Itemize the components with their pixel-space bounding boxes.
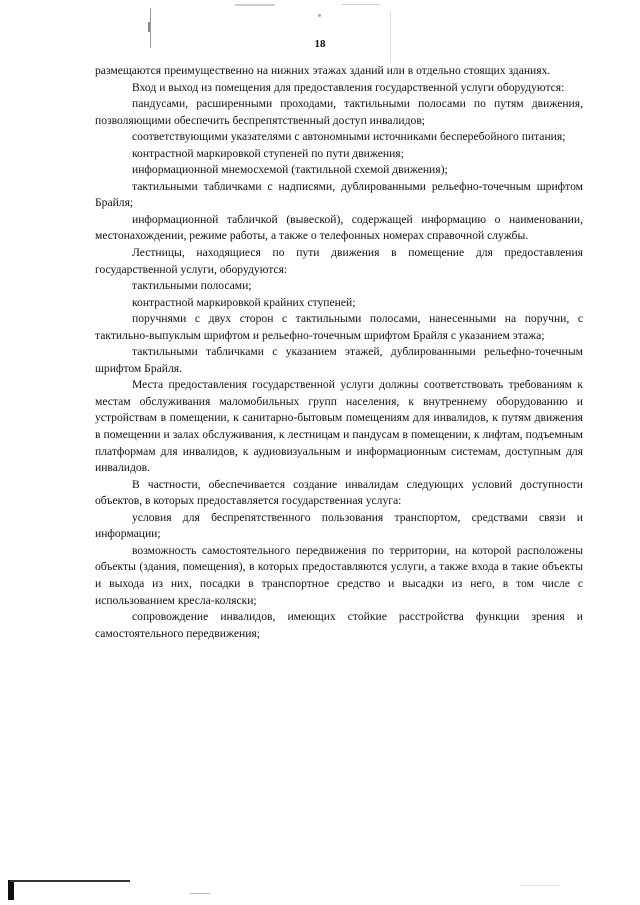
scan-artifact [318,14,321,17]
paragraph: тактильными табличками с надписями, дублированными рельефно-точечным шрифтом Брайля; [95,179,583,210]
scan-artifact [342,4,380,5]
paragraph: сопровождение инвалидов, имеющих стойкие расстройства функции зрения и самостоятельного передвижения; [95,610,583,640]
page-number: 18 [314,38,326,50]
paragraph: тактильными табличками с указанием этажей, дублированными рельефно-точечным шрифтом Брайля. [95,345,583,375]
scan-artifact [390,12,391,62]
paragraph: размещаются преимущественно на нижних этажах зданий или в отдельно стоящих зданиях. [95,64,551,77]
paragraph: поручнями с двух сторон с тактильными полосами, нанесенными на поручни, с тактильно-выпуклым шрифтом и рельефно-точечным шрифтом Брайля с указанием этажа; [95,312,583,342]
paragraph: соответствующими указателями с автономными источниками бесперебойного питания; [132,130,566,144]
paragraph: тактильными полосами; [132,279,252,293]
paragraph: В частности, обеспечивается создание инвалидам следующих условий доступности объектов, в которых предоставляется государственная услуга: [95,477,583,508]
paragraph: информационной табличкой (вывеской), содержащей информацию о наименовании, местонахождении, режиме работы, а также о телефонных номерах справочной службы. [95,212,583,243]
scan-artifact [190,893,210,894]
paragraph: возможность самостоятельного передвижения по территории, на которой расположены объекты (здания, помещения), в которых предоставляются услуги, а также входа в такие объекты и выхода из них, посадки в транспортное средство и высадки из него, в том числе с использованием кресла-коляски; [95,543,583,607]
paragraph: Лестницы, находящиеся по пути движения в помещение для предоставления государственной услуги, оборудуются: [95,246,583,276]
paragraph: условия для беспрепятственного пользования транспортом, средствами связи и информации; [95,510,583,541]
paragraph: Места предоставления государственной услуги должны соответствовать требованиям к местам обслуживания маломобильных групп населения, к внутреннему оборудованию и устройствам в помещении, к санитарно-бытовым помещениям для инвалидов, к путям движения в помещении и залах обслуживания, к лестницам и пандусам в помещении, к лифтам, подъемным платформам для инвалидов, к аудиовизуальным и информационным системам, доступным для инвалидов. [95,378,583,475]
paragraph: контрастной маркировкой крайних ступеней; [132,295,356,309]
scan-artifact [8,880,14,900]
scan-artifact [235,4,275,6]
paragraph: контрастной маркировкой ступеней по пути движения; [132,146,404,160]
paragraph: пандусами, расширенными проходами, тактильными полосами по путям движения, позволяющими обеспечить беспрепятственный доступ инвалидов; [95,97,583,127]
scan-artifact [148,22,150,32]
paragraph: Вход и выход из помещения для предоставления государственной услуги оборудуются: [132,80,565,94]
paragraph: информационной мнемосхемой (тактильной схемой движения); [132,163,448,177]
document-body [95,63,583,642]
scan-artifact [520,885,560,886]
scan-artifact [10,880,130,882]
